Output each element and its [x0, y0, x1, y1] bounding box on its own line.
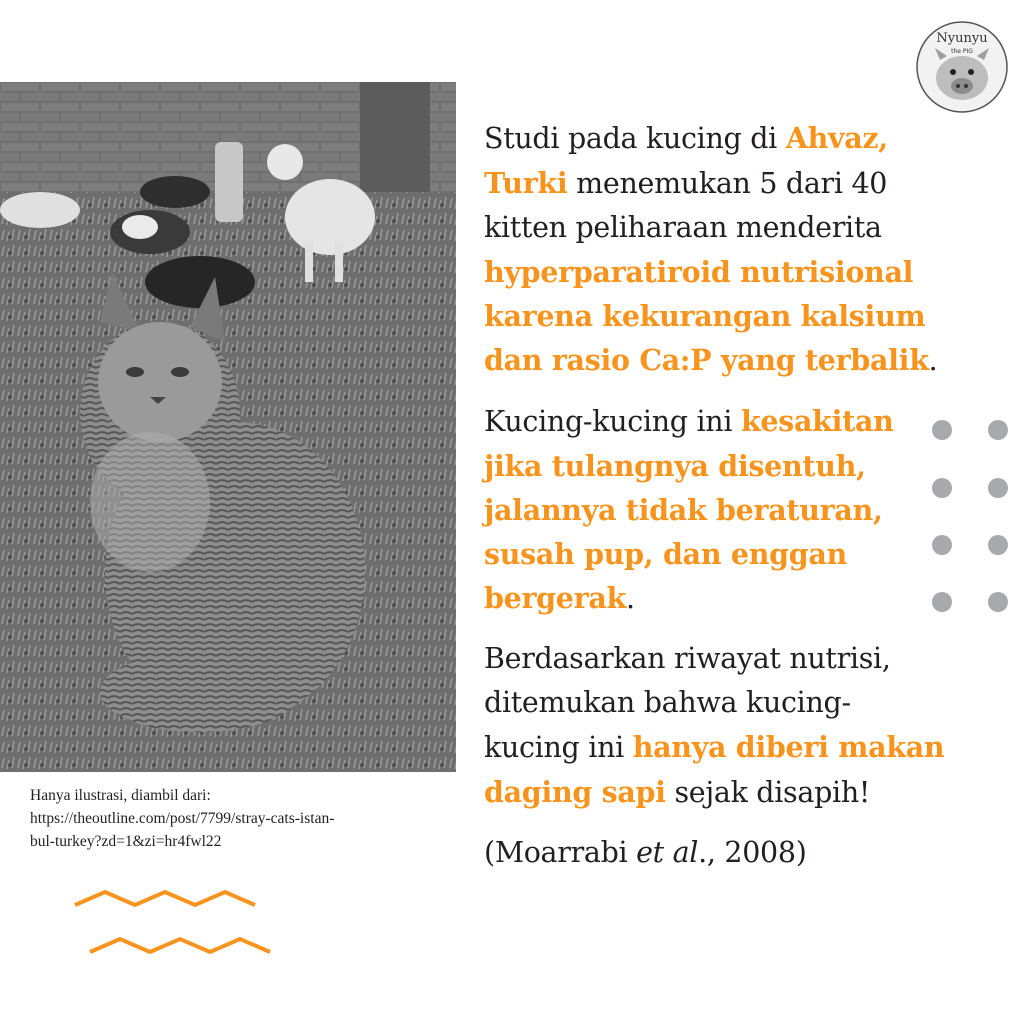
dot-icon [988, 420, 1008, 440]
citation [484, 831, 954, 875]
photo-caption [30, 784, 450, 853]
paragraph-2 [484, 399, 954, 621]
caption-link-line: https://theoutline.com/post/7799/stray-cats-istan- [30, 810, 335, 827]
decorative-dot-grid-icon [930, 420, 1020, 620]
decorative-zigzag-icon [70, 890, 280, 984]
text-line: Berdasarkan riwayat nutrisi, [484, 642, 891, 675]
text-line: ditemukan bahwa kucing- [484, 686, 851, 719]
logo-sub-text: the PIG [951, 48, 973, 55]
paragraph-3 [484, 637, 954, 815]
text-span: menemukan 5 dari 40 [567, 167, 888, 200]
cat-photo [0, 82, 456, 772]
dot-icon [932, 478, 952, 498]
caption-line: Hanya ilustrasi, diambil dari: [30, 787, 211, 804]
caption-link-line: bul-turkey?zd=1&zi=hr4fwl22 [30, 833, 222, 850]
highlight-span: Ahvaz, [785, 121, 888, 155]
paragraph-1 [484, 116, 954, 383]
dot-icon [932, 535, 952, 555]
citation-year: ., 2008) [698, 836, 807, 869]
dot-icon [932, 420, 952, 440]
highlight-line: jalannya tidak beraturan, [484, 493, 883, 527]
pig-logo-icon [915, 20, 1009, 114]
highlight-line: jika tulangnya disentuh, [484, 449, 866, 483]
text-span: Studi pada kucing di [484, 122, 786, 155]
dot-icon [988, 592, 1008, 612]
dot-icon [988, 535, 1008, 555]
text-span: . [928, 344, 938, 377]
citation-et-al: et al [636, 836, 699, 869]
text-span: kucing ini [484, 731, 633, 764]
highlight-span: bergerak [484, 581, 626, 615]
text-span: Kucing-kucing ini [484, 405, 741, 438]
highlight-span: Turki [484, 166, 568, 200]
highlight-line: hyperparatiroid nutrisional [484, 255, 914, 289]
main-text [484, 116, 954, 875]
brand-logo [915, 20, 1009, 114]
highlight-span: dan rasio Ca:P yang terbalik [484, 343, 929, 377]
logo-brand-text: Nyunyu [936, 31, 988, 46]
citation-author: (Moarrabi [484, 836, 637, 869]
highlight-span: hanya diberi makan [632, 730, 945, 764]
highlight-span: kesakitan [740, 404, 894, 438]
text-span: . [625, 582, 635, 615]
text-span: sejak disapih! [665, 776, 871, 809]
dot-icon [932, 592, 952, 612]
highlight-line: karena kekurangan kalsium [484, 299, 926, 333]
cat-photo-image [0, 82, 456, 772]
dot-icon [988, 478, 1008, 498]
highlight-span: daging sapi [484, 775, 666, 809]
text-line: kitten peliharaan menderita [484, 211, 882, 244]
highlight-line: susah pup, dan enggan [484, 537, 847, 571]
